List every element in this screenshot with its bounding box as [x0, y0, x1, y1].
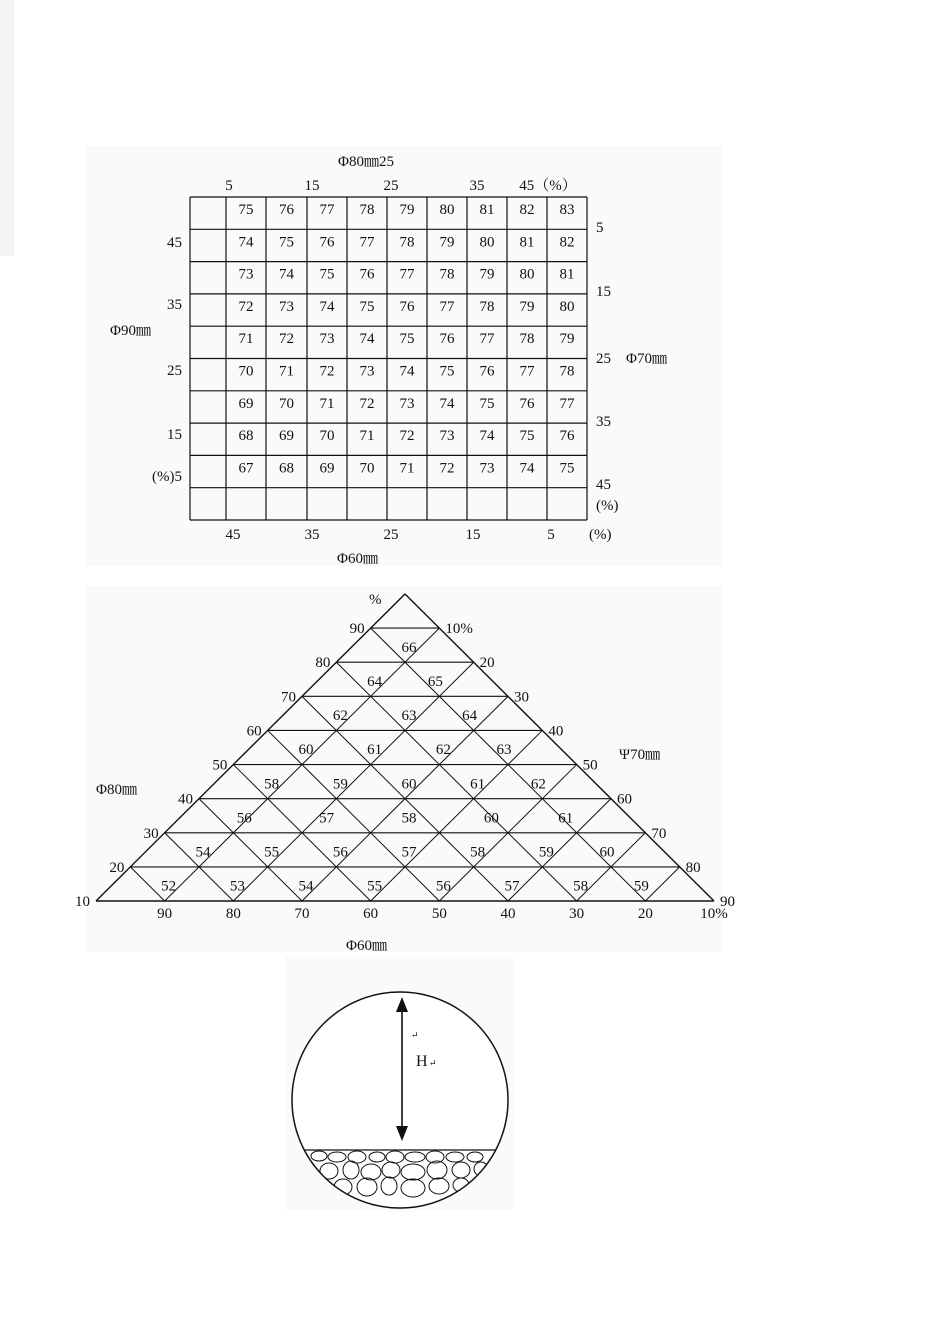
triangle-bottom-tick: 80 [225, 906, 241, 922]
triangle-cell: 58 [470, 844, 486, 861]
grid-cell: 80 [559, 298, 575, 315]
grid-cell: 68 [238, 428, 254, 445]
grid-bottom-tick: 5 [547, 527, 555, 543]
triangle-bottom-tick: 30 [569, 906, 585, 922]
triangle-left-tick: 50 [212, 757, 228, 774]
grid-cell: 77 [479, 331, 495, 348]
triangle-cell: 59 [538, 844, 554, 861]
triangle-edge-right [405, 594, 714, 901]
triangle-cell: 66 [401, 639, 417, 656]
triangle-bottom-tick: 60 [363, 906, 379, 922]
triangle-bottom-tick: 50 [431, 906, 447, 922]
grid-bottom-tick: 45 [225, 527, 241, 543]
triangle-cell: 55 [367, 878, 383, 895]
triangle-right-tick: 50 [582, 757, 598, 774]
triangle-bottom-tick: 20 [637, 906, 653, 922]
mill-shell [292, 992, 508, 1208]
grid-bottom-label: Φ60㎜ [337, 551, 378, 567]
grid-cell: 74 [238, 234, 254, 251]
grid-right-tick: 35 [596, 414, 611, 430]
triangle-cell: 61 [470, 776, 486, 793]
grid-cell: 74 [519, 460, 535, 477]
triangle-bottom-label: Φ60㎜ [346, 938, 387, 954]
grid-cell: 68 [279, 460, 294, 477]
triangle-right-tick: 90 [720, 894, 735, 910]
mill-diagram-panel [285, 956, 513, 1210]
triangle-cell: 54 [298, 878, 314, 895]
triangle-cell: 62 [435, 742, 451, 759]
mill-diagram [285, 956, 513, 1210]
grid-cell: 71 [359, 428, 375, 445]
grid-top-tick: 45（%） [519, 178, 577, 194]
grid-cell: 76 [359, 266, 375, 283]
grid-cell: 73 [479, 460, 495, 477]
grid-cell: 71 [319, 395, 335, 412]
triangle-bottom-tick: 90 [157, 906, 173, 922]
grid-top-tick: 5 [225, 178, 233, 194]
grid-chart-panel [86, 146, 722, 566]
grid-cell: 78 [559, 363, 575, 380]
triangle-left-tick: 90 [349, 621, 365, 638]
grid-cell: 75 [559, 460, 575, 477]
grid-cell: 71 [399, 460, 415, 477]
triangle-cell: 61 [367, 742, 383, 759]
triangle-right-tick: 80 [685, 859, 701, 876]
paragraph-mark-icon: ↵ [411, 1030, 419, 1040]
triangle-lline [371, 730, 543, 901]
triangle-left-tick: 60 [246, 723, 262, 740]
triangle-cell: 59 [633, 878, 649, 895]
grid-right-tick: (%) [596, 498, 619, 514]
triangle-cell: 53 [229, 878, 245, 895]
triangle-apex-label: % [369, 592, 382, 608]
grid-title: Φ80㎜25 [338, 154, 394, 170]
grid-right-tick: 25 [596, 351, 611, 367]
grid-left-tick: 45 [167, 235, 182, 251]
grid-cells [239, 202, 576, 476]
triangle-right-tick: 70 [651, 825, 667, 842]
triangle-right-tick: 10% [445, 621, 473, 638]
triangle-cell: 57 [319, 810, 335, 827]
grid-bottom-tick: 25 [383, 527, 399, 543]
grid-bottom-axis [226, 527, 612, 543]
triangle-cell: 62 [530, 776, 546, 793]
grid-top-tick: 25 [383, 178, 399, 194]
triangle-cells [161, 640, 649, 895]
grid-cell: 74 [319, 298, 335, 315]
grid-cell: 67 [238, 460, 254, 477]
triangle-cell: 54 [195, 844, 211, 861]
grid-cell: 69 [238, 395, 254, 412]
triangle-cell: 58 [264, 776, 280, 793]
grid-top-axis [225, 177, 577, 194]
triangle-cell: 59 [332, 776, 348, 793]
triangle-cell: 64 [462, 708, 478, 725]
triangle-chart [75, 586, 735, 954]
triangle-left-label: Φ80㎜ [96, 782, 137, 798]
grid-cell: 78 [439, 266, 455, 283]
triangle-cell: 57 [401, 844, 417, 861]
grid-cell: 75 [519, 428, 535, 445]
grid-top-tick: 35 [469, 178, 485, 194]
triangle-cell: 58 [573, 878, 589, 895]
triangle-right-tick: 30 [514, 689, 529, 706]
grid-right-axis [596, 220, 619, 514]
triangle-cell: 60 [298, 742, 314, 759]
grid-cell: 74 [439, 395, 455, 412]
grid-cell: 73 [279, 298, 294, 315]
grid-cell: 74 [359, 331, 375, 348]
grid-cell: 77 [439, 298, 455, 315]
triangle-cell: 64 [367, 673, 383, 690]
triangle-cell: 60 [599, 844, 615, 861]
grid-cell: 73 [319, 331, 335, 348]
grid-cell: 76 [279, 202, 294, 218]
grid-cell: 73 [439, 428, 455, 445]
triangle-left-tick: 10 [75, 894, 90, 910]
grid-cell: 76 [559, 428, 575, 445]
triangle-cell: 65 [427, 673, 443, 690]
grid-cell: 79 [439, 234, 455, 251]
grid-cell: 74 [279, 266, 294, 283]
triangle-edge-left [96, 594, 405, 901]
triangle-cell: 60 [483, 810, 499, 827]
grid-cell: 81 [479, 202, 495, 218]
grid-cell: 79 [519, 298, 535, 315]
grid-cell: 71 [279, 363, 294, 380]
grid-bottom-tick: 15 [465, 527, 481, 543]
paragraph-mark-icon-2: ↵ [429, 1058, 437, 1068]
triangle-cell: 57 [504, 878, 520, 895]
grid-cell: 77 [319, 202, 335, 218]
triangle-chart-panel [75, 586, 735, 954]
grid-cell: 70 [279, 395, 294, 412]
grid-cell: 79 [479, 266, 495, 283]
triangle-cell: 60 [401, 776, 417, 793]
triangle-right-tick: 40 [548, 723, 564, 740]
grid-right-tick: 15 [596, 284, 611, 300]
grid-cell: 70 [359, 460, 375, 477]
grid-cell: 73 [238, 266, 254, 283]
triangle-left-tick: 30 [143, 825, 159, 842]
triangle-left-tick: 40 [178, 791, 193, 808]
triangle-cell: 63 [496, 742, 512, 759]
triangle-bottom-tick: 10% [700, 906, 728, 922]
grid-cell: 75 [399, 331, 415, 348]
triangle-cell: 56 [435, 878, 451, 895]
triangle-bottom-tick: 70 [294, 906, 310, 922]
grid-right-tick: 5 [596, 220, 604, 236]
grid-cell: 69 [319, 460, 335, 477]
grid-cell: 76 [319, 234, 335, 251]
grid-chart [86, 146, 722, 566]
grid-cell: 77 [399, 266, 415, 283]
grid-cell: 80 [439, 202, 455, 218]
grid-cell: 79 [559, 331, 575, 348]
grid-cell: 72 [439, 460, 455, 477]
grid-left-tick: 25 [167, 363, 182, 379]
grid-bottom-tick: 35 [304, 527, 320, 543]
triangle-right-tick: 20 [479, 655, 495, 672]
triangle-bottom-tick: 40 [500, 906, 516, 922]
grid-cell: 76 [479, 363, 495, 380]
grid-cell: 75 [319, 266, 335, 283]
triangle-cell: 56 [236, 810, 252, 827]
triangle-lline [645, 867, 679, 901]
grid-top-tick: 15 [304, 178, 320, 194]
triangle-cell: 62 [332, 708, 348, 725]
grid-left-axis [152, 235, 182, 485]
grid-left-label: Φ90㎜ [110, 323, 151, 339]
grid-cell: 76 [439, 331, 455, 348]
grid-cell: 74 [399, 363, 415, 380]
grid-cell: 82 [559, 234, 575, 251]
grid-cell: 80 [519, 266, 535, 283]
triangle-right-label: Ψ70㎜ [619, 747, 661, 763]
grid-cell: 75 [238, 202, 254, 218]
grid-cell: 78 [479, 298, 495, 315]
grid-cell: 71 [238, 331, 254, 348]
grid-cell: 72 [399, 428, 415, 445]
grid-cell: 81 [559, 266, 575, 283]
grid-left-tick: 15 [167, 427, 182, 443]
triangle-cell: 56 [332, 844, 348, 861]
grid-cell: 73 [399, 395, 415, 412]
grid-cell: 80 [479, 234, 495, 251]
grid-cell: 76 [399, 298, 415, 315]
triangle-cell: 61 [558, 810, 574, 827]
grid-cell: 75 [359, 298, 375, 315]
grid-cell: 83 [559, 202, 575, 218]
grid-cell: 75 [439, 363, 455, 380]
grid-cell: 77 [559, 395, 575, 412]
triangle-left-tick: 70 [281, 689, 296, 706]
grid-cell: 73 [359, 363, 375, 380]
grid-cell: 72 [238, 298, 254, 315]
grid-left-tick: 35 [167, 297, 182, 313]
grid-left-tick: (%)5 [152, 469, 182, 485]
grid-cell: 78 [359, 202, 375, 218]
grid-cell: 75 [279, 234, 294, 251]
grid-cell: 69 [279, 428, 294, 445]
triangle-left-tick: 20 [109, 859, 125, 876]
grid-cell: 76 [519, 395, 535, 412]
grid-cell: 70 [238, 363, 254, 380]
grid-right-tick: 45 [596, 477, 611, 493]
height-label: H [416, 1053, 428, 1070]
triangle-right-tick: 60 [617, 791, 632, 808]
grid-cell: 75 [479, 395, 495, 412]
grid-cell: 78 [519, 331, 535, 348]
grid-cell: 77 [359, 234, 375, 251]
grid-cell: 77 [519, 363, 535, 380]
grid-cell: 79 [399, 202, 415, 218]
triangle-cell: 58 [401, 810, 417, 827]
triangle-left-tick: 80 [315, 655, 331, 672]
grid-cell: 72 [279, 331, 294, 348]
grid-cell: 78 [399, 234, 415, 251]
grid-right-label: Φ70㎜ [626, 351, 667, 367]
grid-cell: 82 [519, 202, 535, 218]
triangle-cell: 55 [264, 844, 280, 861]
grid-cell: 70 [319, 428, 335, 445]
grid-cell: 74 [479, 428, 495, 445]
triangle-rline [130, 867, 164, 901]
side-strip [0, 0, 14, 256]
grid-cell: 81 [519, 234, 535, 251]
triangle-bottom-axis [157, 906, 728, 922]
grid-bottom-tick: (%) [589, 527, 612, 543]
triangle-cell: 63 [401, 708, 417, 725]
grid-cell: 72 [359, 395, 375, 412]
triangle-cell: 52 [161, 878, 177, 895]
grid-cell: 72 [319, 363, 335, 380]
